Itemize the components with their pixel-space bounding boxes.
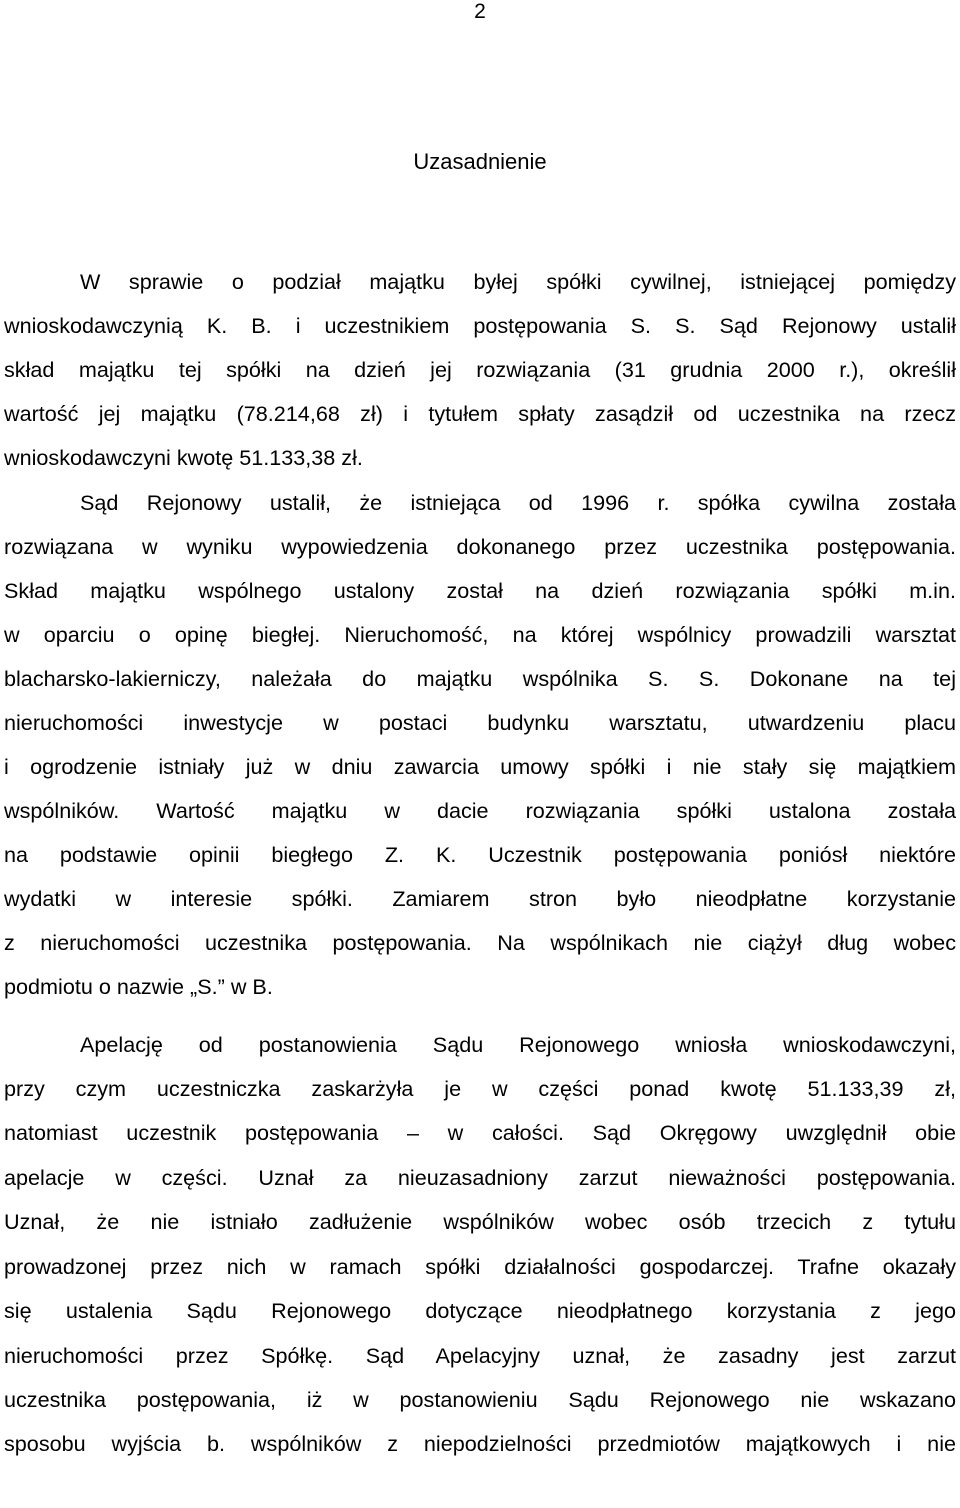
text-line: wydatki w interesie spółki. Zamiarem stron było nieodpłatne korzystanie <box>4 886 956 911</box>
text-line: Skład majątku wspólnego ustalony został na dzień rozwiązania spółki m.in. <box>4 578 956 603</box>
text-line: podmiotu o nazwie „S.” w B. <box>4 974 273 999</box>
text-line: wartość jej majątku (78.214,68 zł) i tytułem spłaty zasądził od uczestnika na rzecz <box>4 401 956 426</box>
text-line: blacharsko-lakierniczy, należała do majątku wspólnika S. S. Dokonane na tej <box>4 666 956 691</box>
text-line: wspólników. Wartość majątku w dacie rozwiązania spółki ustalona została <box>4 798 956 823</box>
document-title: Uzasadnienie <box>413 149 547 174</box>
text-line: skład majątku tej spółki na dzień jej rozwiązania (31 grudnia 2000 r.), określił <box>4 357 956 382</box>
text-line: wnioskodawczynią K. B. i uczestnikiem postępowania S. S. Sąd Rejonowy ustalił <box>4 313 956 338</box>
text-line: nieruchomości przez Spółkę. Sąd Apelacyjny uznał, że zasadny jest zarzut <box>4 1343 956 1368</box>
text-line: rozwiązana w wyniku wypowiedzenia dokonanego przez uczestnika postępowania. <box>4 534 956 559</box>
text-line: i ogrodzenie istniały już w dniu zawarcia umowy spółki i nie stały się majątkiem <box>4 754 956 779</box>
text-line: przy czym uczestniczka zaskarżyła je w części ponad kwotę 51.133,39 zł, <box>4 1076 956 1101</box>
text-line: z nieruchomości uczestnika postępowania. Na wspólnikach nie ciążył dług wobec <box>4 930 956 955</box>
page-number: 2 <box>474 0 486 23</box>
text-line: W sprawie o podział majątku byłej spółki cywilnej, istniejącej pomiędzy <box>80 269 956 294</box>
text-line: w oparciu o opinę biegłej. Nieruchomość, na której wspólnicy prowadzili warsztat <box>4 622 956 647</box>
text-line: uczestnika postępowania, iż w postanowieniu Sądu Rejonowego nie wskazano <box>4 1387 956 1412</box>
text-line: Apelację od postanowienia Sądu Rejonowego wniosła wnioskodawczyni, <box>80 1032 956 1057</box>
text-line: sposobu wyjścia b. wspólników z niepodzielności przedmiotów majątkowych i nie <box>4 1431 956 1456</box>
text-line: wnioskodawczyni kwotę 51.133,38 zł. <box>4 445 363 470</box>
text-line: prowadzonej przez nich w ramach spółki działalności gospodarczej. Trafne okazały <box>4 1254 956 1279</box>
text-line: Uznał, że nie istniało zadłużenie wspólników wobec osób trzecich z tytułu <box>4 1209 956 1234</box>
text-line: apelacje w części. Uznał za nieuzasadniony zarzut nieważności postępowania. <box>4 1165 956 1190</box>
text-line: nieruchomości inwestycje w postaci budynku warsztatu, utwardzeniu placu <box>4 710 956 735</box>
text-line: Sąd Rejonowy ustalił, że istniejąca od 1996 r. spółka cywilna została <box>80 490 956 515</box>
text-line: na podstawie opinii biegłego Z. K. Uczestnik postępowania poniósł niektóre <box>4 842 956 867</box>
text-line: natomiast uczestnik postępowania – w całości. Sąd Okręgowy uwzględnił obie <box>4 1120 956 1145</box>
text-line: się ustalenia Sądu Rejonowego dotyczące nieodpłatnego korzystania z jego <box>4 1298 956 1323</box>
